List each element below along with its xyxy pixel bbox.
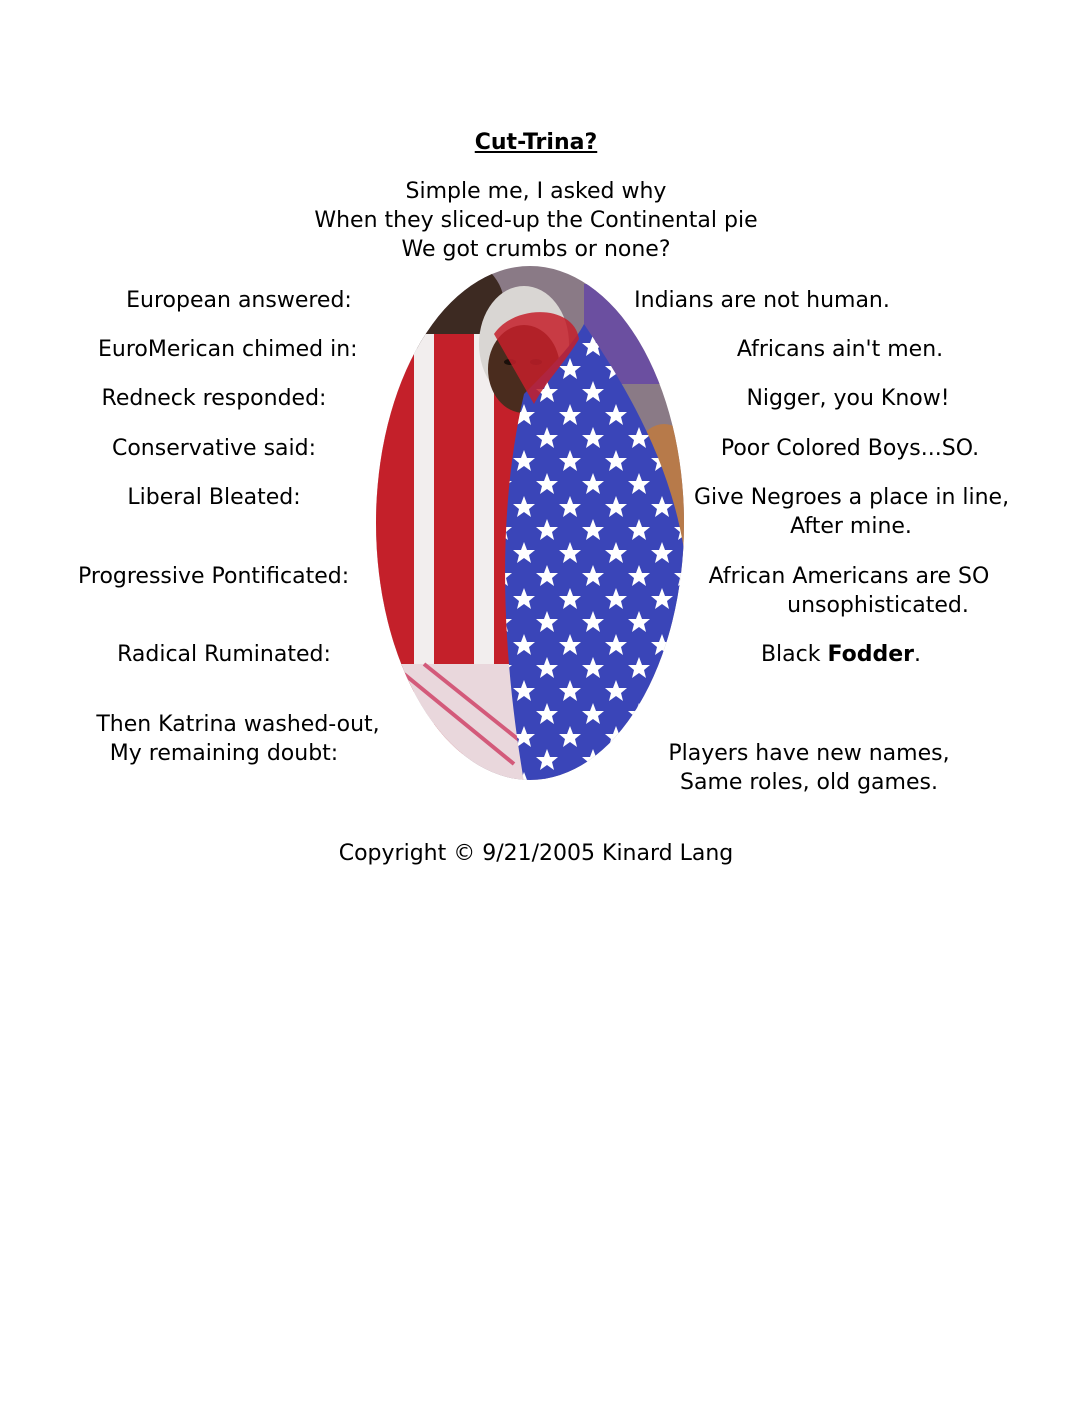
- reply-european: Indians are not human.: [634, 288, 890, 313]
- reply-redneck: Nigger, you Know!: [746, 386, 950, 411]
- reply-progressive-line: unsophisticated.: [787, 593, 969, 618]
- flag-wrapped-person-photo: [374, 264, 686, 782]
- reply-conservative: Poor Colored Boys...SO.: [720, 436, 980, 461]
- closing-right-line: Same roles, old games.: [680, 770, 938, 795]
- closing-left-line: My remaining doubt:: [109, 741, 339, 766]
- speaker-redneck: Redneck responded:: [101, 386, 327, 411]
- closing-left-line: Then Katrina washed-out,: [96, 712, 380, 737]
- reply-radical-suffix: .: [914, 642, 922, 667]
- speaker-progressive: Progressive Pontificated:: [78, 564, 350, 589]
- intro-line: When they sliced-up the Continental pie: [314, 208, 758, 233]
- reply-liberal-line: Give Negroes a place in line,: [694, 485, 1010, 510]
- poem-title: Cut-Trina?: [474, 130, 598, 155]
- intro-line: We got crumbs or none?: [401, 237, 671, 262]
- speaker-euromerican: EuroMerican chimed in:: [98, 337, 358, 362]
- intro-stanza: [0, 177, 1072, 264]
- reply-progressive-line: African Americans are SO: [708, 564, 990, 589]
- speaker-european: European answered:: [126, 288, 352, 313]
- speaker-conservative: Conservative said:: [111, 436, 317, 461]
- speaker-liberal: Liberal Bleated:: [127, 485, 301, 510]
- reply-radical-prefix: Black: [760, 642, 828, 667]
- reply-euromerican: Africans ain't men.: [736, 337, 944, 362]
- reply-radical: [744, 640, 938, 669]
- copyright-notice: Copyright © 9/21/2005 Kinard Lang: [338, 841, 734, 866]
- reply-liberal-line: After mine.: [790, 514, 912, 539]
- closing-right-line: Players have new names,: [668, 741, 950, 766]
- speaker-radical: Radical Ruminated:: [117, 642, 331, 667]
- intro-line: Simple me, I asked why: [405, 179, 667, 204]
- reply-radical-bold: Fodder: [827, 642, 915, 667]
